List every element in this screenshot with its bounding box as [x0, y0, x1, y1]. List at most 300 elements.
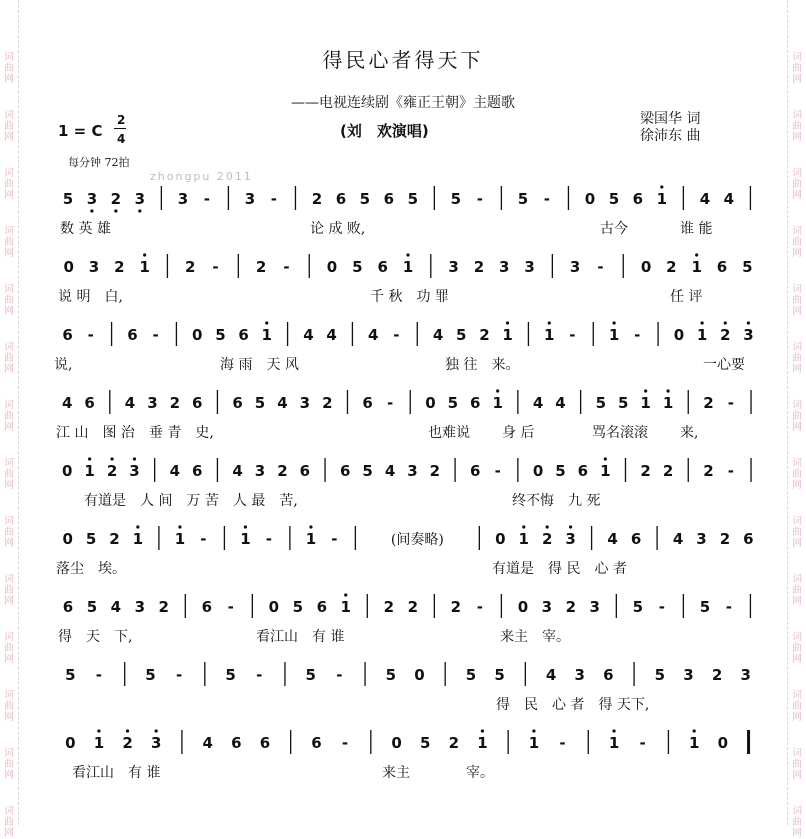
dash-extension: -	[227, 598, 234, 616]
jianpu-note: 5	[62, 190, 74, 208]
jianpu-note: 3	[565, 530, 576, 548]
jianpu-note: 4	[110, 598, 122, 616]
jianpu-note: 1	[600, 462, 611, 480]
jianpu-note: 3	[134, 190, 146, 208]
dash-extension: -	[727, 394, 734, 412]
jianpu-note: 3	[524, 258, 535, 276]
jianpu-note: 3	[541, 598, 553, 616]
dash-extension: -	[386, 394, 394, 412]
jianpu-note: 6	[231, 734, 242, 752]
jianpu-note: 5	[447, 394, 459, 412]
lyric-text: 看江山 有 谁	[72, 765, 161, 781]
jianpu-note: 1	[662, 394, 674, 412]
jianpu-note: 2	[541, 530, 553, 548]
jianpu-note: 4	[555, 394, 566, 412]
octave-dot-high	[496, 389, 499, 392]
jianpu-note: 1	[174, 530, 186, 548]
jianpu-note: 0	[495, 530, 506, 548]
octave-dot-high	[481, 729, 484, 732]
octave-dot-high	[344, 593, 347, 596]
jianpu-note: 1	[132, 530, 144, 548]
dash-extension: -	[152, 326, 159, 344]
lyric-row	[0, 286, 806, 308]
lyric-row	[0, 558, 806, 580]
jianpu-note: 3	[177, 190, 189, 208]
lyric-text: 宰。	[466, 765, 494, 781]
time-signature-denominator: 4	[117, 132, 126, 146]
watermark-text: zhongpu 2011	[150, 170, 253, 183]
jianpu-note: 2	[277, 462, 288, 480]
jianpu-note: 2	[703, 394, 714, 412]
jianpu-note: 3	[147, 394, 158, 412]
jianpu-note: 4	[277, 394, 288, 412]
song-subtitle: ——电视连续剧《雍正王朝》主题歌	[291, 95, 515, 111]
lyricist-credit: 梁国华 词	[640, 111, 701, 127]
jianpu-note: 3	[569, 258, 581, 276]
credits-block	[640, 111, 700, 145]
jianpu-note: 2	[711, 666, 723, 684]
octave-dot-high	[133, 457, 136, 460]
jianpu-note: 5	[145, 666, 156, 684]
jianpu-note: 2	[184, 258, 196, 276]
jianpu-note: 6	[192, 462, 203, 480]
jianpu-note: 3	[86, 190, 98, 208]
jianpu-note: 2	[473, 258, 485, 276]
jianpu-note: 5	[465, 666, 477, 684]
jianpu-note: 1	[84, 462, 95, 480]
lyric-row	[0, 218, 806, 240]
jianpu-note: 2	[110, 190, 122, 208]
lyric-text: 来主	[382, 765, 410, 781]
side-watermark-glyphs: 词 曲 网	[4, 342, 14, 375]
jianpu-note: 0	[391, 734, 402, 752]
jianpu-note: 5	[699, 598, 711, 616]
octave-dot-high	[110, 457, 113, 460]
lyric-text: 终不悔 九 死	[512, 493, 601, 509]
lyric-text: 独 往 来。	[445, 357, 520, 373]
jianpu-note: 5	[225, 666, 236, 684]
jianpu-note: 5	[419, 734, 431, 752]
jianpu-note: 1	[518, 530, 529, 548]
side-watermark-glyphs: 词 曲 网	[4, 574, 14, 607]
jianpu-note: 4	[723, 190, 735, 208]
octave-dot-low	[90, 209, 93, 212]
side-watermark-glyphs: 词 曲 网	[792, 110, 802, 143]
lyric-text: 有道是 人 间 万 苦 人 最 苦,	[84, 493, 298, 509]
notation-row	[0, 586, 806, 626]
jianpu-note: 2	[479, 326, 490, 344]
jianpu-note: 0	[326, 258, 338, 276]
jianpu-note: 5	[742, 258, 753, 276]
jianpu-note: 1	[305, 530, 317, 548]
jianpu-note: 6	[201, 598, 213, 616]
lyric-text: 得 民 心 者 得 天下,	[496, 697, 650, 713]
octave-dot-high	[136, 525, 139, 528]
octave-dot-low	[114, 209, 117, 212]
dash-extension: -	[256, 666, 263, 684]
jianpu-note: 6	[192, 394, 203, 412]
jianpu-note: 6	[362, 394, 373, 412]
octave-dot-high	[532, 729, 535, 732]
octave-dot-high	[309, 525, 312, 528]
lyric-text: 落尘 埃。	[56, 561, 126, 577]
side-watermark-glyphs: 词 曲 网	[792, 632, 802, 665]
jianpu-note: 5	[359, 190, 371, 208]
octave-dot-high	[143, 253, 146, 256]
dash-extension: -	[200, 530, 207, 548]
jianpu-note: 3	[150, 734, 162, 752]
notation-row	[0, 246, 806, 286]
jianpu-note: 6	[62, 598, 74, 616]
side-watermark-glyphs: 词 曲 网	[4, 458, 14, 491]
lyric-text: 身 后	[502, 425, 535, 441]
jianpu-note: 0	[192, 326, 203, 344]
jianpu-note: 3	[244, 190, 256, 208]
jianpu-note: 2	[448, 734, 460, 752]
side-watermark-glyphs: 词 曲 网	[792, 690, 802, 723]
jianpu-note: 6	[238, 326, 249, 344]
dash-extension: -	[265, 530, 272, 548]
jianpu-note: 0	[425, 394, 436, 412]
jianpu-note: 2	[640, 462, 651, 480]
dash-extension: -	[476, 598, 483, 616]
dash-extension: -	[639, 734, 646, 752]
dash-extension: -	[725, 598, 732, 616]
dash-extension: -	[212, 258, 219, 276]
jianpu-note: 0	[673, 326, 685, 344]
jianpu-note: 6	[232, 394, 243, 412]
jianpu-note: 3	[254, 462, 266, 480]
jianpu-note: 6	[577, 462, 589, 480]
jianpu-note: 1	[139, 258, 150, 276]
jianpu-note: 0	[65, 734, 76, 752]
lyric-text: 谁 能	[680, 221, 713, 237]
octave-dot-high	[604, 457, 607, 460]
jianpu-note: 0	[63, 258, 74, 276]
side-watermark-glyphs: 词 曲 网	[792, 400, 802, 433]
jianpu-note: 6	[383, 190, 395, 208]
jianpu-note: 5	[385, 666, 397, 684]
jianpu-note: 1	[261, 326, 272, 344]
jianpu-note: 3	[299, 394, 311, 412]
jianpu-note: 0	[717, 734, 729, 752]
jianpu-note: 2	[666, 258, 677, 276]
jianpu-note: 4	[124, 394, 136, 412]
jianpu-note: 4	[169, 462, 181, 480]
side-watermark-glyphs: 词 曲 网	[792, 574, 802, 607]
octave-dot-high	[155, 729, 158, 732]
jianpu-note: 3	[743, 326, 754, 344]
octave-dot-high	[406, 253, 409, 256]
lyric-text: 有道是 得 民 心 者	[492, 561, 627, 577]
jianpu-note: 6	[316, 598, 328, 616]
jianpu-note: 1	[528, 734, 540, 752]
jianpu-note: 0	[517, 598, 529, 616]
octave-dot-high	[244, 525, 247, 528]
jianpu-note: 2	[565, 598, 577, 616]
octave-dot-high	[178, 525, 181, 528]
octave-dot-high	[265, 321, 268, 324]
jianpu-note: 6	[84, 394, 95, 412]
side-watermark-glyphs: 词 曲 网	[792, 458, 802, 491]
dash-extension: -	[543, 190, 551, 208]
dash-extension: -	[569, 326, 576, 344]
dash-extension: -	[95, 666, 103, 684]
jianpu-note: 5	[86, 598, 98, 616]
dash-extension: -	[341, 734, 349, 752]
jianpu-note: 5	[555, 462, 566, 480]
jianpu-note: 5	[407, 190, 419, 208]
side-watermark-glyphs: 词 曲 网	[4, 516, 14, 549]
side-watermark-glyphs: 词 曲 网	[792, 168, 802, 201]
jianpu-note: 6	[632, 190, 644, 208]
lyric-text: 说,	[54, 357, 73, 373]
dash-extension: -	[203, 190, 210, 208]
jianpu-note: 2	[322, 394, 333, 412]
jianpu-note: 2	[450, 598, 462, 616]
notation-row	[0, 178, 806, 218]
octave-dot-high	[612, 729, 615, 732]
jianpu-note: 5	[494, 666, 505, 684]
jianpu-note: 4	[384, 462, 396, 480]
lyric-text: 来主 宰。	[500, 629, 570, 645]
dash-extension: -	[597, 258, 604, 276]
jianpu-note: 6	[630, 530, 642, 548]
jianpu-note: 1	[93, 734, 105, 752]
jianpu-note: 5	[254, 394, 266, 412]
jianpu-note: 1	[656, 190, 668, 208]
jianpu-note: 5	[305, 666, 316, 684]
octave-dot-high	[747, 321, 750, 324]
time-signature-numerator: 2	[117, 113, 126, 127]
jianpu-note: 2	[383, 598, 395, 616]
lyric-text: 任 评	[670, 289, 703, 305]
side-watermark-glyphs: 词 曲 网	[4, 748, 14, 781]
side-watermark-glyphs: 词 曲 网	[792, 52, 802, 85]
octave-dot-high	[546, 525, 549, 528]
jianpu-note: 1	[608, 734, 620, 752]
side-watermark-glyphs: 词 曲 网	[792, 748, 802, 781]
dash-extension: -	[393, 326, 400, 344]
jianpu-note: 6	[259, 734, 271, 752]
jianpu-note: 5	[517, 190, 529, 208]
jianpu-note: 4	[368, 326, 379, 344]
jianpu-note: 3	[407, 462, 418, 480]
dash-extension: -	[270, 190, 278, 208]
jianpu-note: 2	[719, 530, 731, 548]
lyric-text: 一心要	[703, 357, 745, 373]
dash-extension: -	[634, 326, 641, 344]
lyric-row	[0, 694, 806, 716]
jianpu-note: 4	[672, 530, 684, 548]
jianpu-note: 4	[202, 734, 213, 752]
jianpu-note: 3	[448, 258, 459, 276]
jianpu-note: 0	[640, 258, 652, 276]
jianpu-note: 1	[691, 258, 702, 276]
jianpu-note: 5	[654, 666, 666, 684]
dash-extension: -	[87, 326, 94, 344]
lyric-row	[0, 422, 806, 444]
jianpu-note: 6	[299, 462, 311, 480]
lyric-text: 看江山 有 谁	[256, 629, 345, 645]
lyric-text: 论 成 败,	[310, 221, 366, 237]
jianpu-note: 6	[470, 394, 481, 412]
lyric-text: 江 山 图 治 垂 青 史,	[56, 425, 214, 441]
jianpu-note: 2	[720, 326, 731, 344]
lyric-row	[0, 490, 806, 512]
jianpu-note: 3	[499, 258, 510, 276]
jianpu-note: 3	[589, 598, 600, 616]
jianpu-note: 6	[743, 530, 754, 548]
side-watermark-glyphs: 词 曲 网	[792, 284, 802, 317]
jianpu-note: 5	[632, 598, 644, 616]
jianpu-note: 6	[335, 190, 347, 208]
jianpu-note: 3	[129, 462, 140, 480]
lyric-text: 千 秋 功 罪	[370, 289, 449, 305]
jianpu-note: 5	[352, 258, 363, 276]
jianpu-note: 4	[545, 666, 557, 684]
side-watermark-glyphs: 词 曲 网	[792, 806, 802, 839]
side-watermark-glyphs: 词 曲 网	[4, 52, 14, 85]
octave-dot-high	[613, 321, 616, 324]
jianpu-note: 5	[292, 598, 304, 616]
time-signature-bar	[114, 128, 126, 129]
dash-extension: -	[283, 258, 290, 276]
lyric-row	[0, 626, 806, 648]
key-signature: 1 = C	[58, 122, 103, 140]
jianpu-note: 2	[429, 462, 441, 480]
jianpu-note: 3	[740, 666, 751, 684]
jianpu-note: 1	[544, 326, 555, 344]
octave-dot-high	[666, 389, 669, 392]
notation-row	[0, 654, 806, 694]
jianpu-note: 6	[62, 326, 73, 344]
composer-credit: 徐沛东 曲	[640, 128, 701, 144]
jianpu-note: 0	[268, 598, 280, 616]
jianpu-note: 2	[169, 394, 181, 412]
octave-dot-high	[695, 253, 698, 256]
jianpu-note: 5	[85, 530, 97, 548]
jianpu-note: 5	[608, 190, 620, 208]
side-watermark-glyphs: 词 曲 网	[4, 400, 14, 433]
notation-row	[0, 450, 806, 490]
dash-extension: -	[559, 734, 566, 752]
jianpu-note: 1	[688, 734, 700, 752]
jianpu-note: 0	[62, 530, 73, 548]
jianpu-note: 0	[61, 462, 73, 480]
lyric-row	[0, 762, 806, 784]
jianpu-note: 6	[127, 326, 138, 344]
jianpu-note: 1	[340, 598, 351, 616]
octave-dot-high	[548, 321, 551, 324]
lyric-text: 骂名滚滚	[592, 425, 648, 441]
jianpu-note: 2	[106, 462, 118, 480]
jianpu-note: 5	[65, 666, 76, 684]
jianpu-note: 5	[595, 394, 607, 412]
jianpu-note: 4	[432, 326, 444, 344]
octave-dot-high	[126, 729, 129, 732]
side-watermark-glyphs: 词 曲 网	[4, 226, 14, 259]
lyric-text: 海 雨 天 风	[220, 357, 299, 373]
octave-dot-high	[88, 457, 91, 460]
side-watermark-glyphs: 词 曲 网	[4, 284, 14, 317]
notation-row	[0, 722, 806, 762]
octave-dot-low	[138, 209, 141, 212]
interlude-marking: (间奏略)	[390, 532, 444, 548]
side-watermark-glyphs: 词 曲 网	[4, 168, 14, 201]
octave-dot-high	[701, 321, 704, 324]
dash-extension: -	[727, 462, 734, 480]
octave-dot-high	[522, 525, 525, 528]
octave-dot-high	[97, 729, 100, 732]
jianpu-note: 6	[603, 666, 614, 684]
jianpu-note: 2	[122, 734, 133, 752]
jianpu-note: 1	[402, 258, 414, 276]
jianpu-note: 2	[158, 598, 169, 616]
jianpu-note: 1	[477, 734, 488, 752]
lyric-text: 说 明 白,	[58, 289, 123, 305]
jianpu-note: 3	[134, 598, 146, 616]
dash-extension: -	[658, 598, 665, 616]
performer-credit: (刘 欢演唱)	[340, 122, 429, 140]
jianpu-note: 3	[683, 666, 694, 684]
octave-dot-high	[569, 525, 572, 528]
jianpu-note: 6	[716, 258, 728, 276]
jianpu-note: 3	[696, 530, 707, 548]
jianpu-note: 5	[450, 190, 462, 208]
jianpu-note: 2	[255, 258, 267, 276]
jianpu-note: 6	[470, 462, 481, 480]
octave-dot-high	[724, 321, 727, 324]
notation-row	[0, 314, 806, 354]
jianpu-note: 1	[502, 326, 513, 344]
octave-dot-high	[660, 185, 663, 188]
jianpu-note: 6	[340, 462, 351, 480]
jianpu-note: 4	[532, 394, 544, 412]
jianpu-note: 4	[303, 326, 314, 344]
side-watermark-glyphs: 词 曲 网	[792, 516, 802, 549]
octave-dot-high	[693, 729, 696, 732]
jianpu-note: 1	[608, 326, 620, 344]
side-watermark-glyphs: 词 曲 网	[792, 342, 802, 375]
jianpu-note: 2	[311, 190, 323, 208]
dash-extension: -	[331, 530, 338, 548]
side-watermark-glyphs: 词 曲 网	[4, 632, 14, 665]
jianpu-note: 0	[584, 190, 596, 208]
jianpu-note: 5	[215, 326, 226, 344]
jianpu-note: 5	[362, 462, 373, 480]
octave-dot-high	[644, 389, 647, 392]
jianpu-note: 4	[326, 326, 337, 344]
jianpu-note: 2	[407, 598, 419, 616]
side-watermark-glyphs: 词 曲 网	[4, 690, 14, 723]
jianpu-note: 1	[696, 326, 708, 344]
jianpu-note: 6	[311, 734, 322, 752]
jianpu-note: 2	[703, 462, 714, 480]
jianpu-note: 1	[640, 394, 651, 412]
jianpu-note: 5	[618, 394, 629, 412]
tempo-marking: 每分钟 72拍	[68, 156, 130, 169]
side-watermark-glyphs: 词 曲 网	[4, 110, 14, 143]
side-watermark-glyphs: 词 曲 网	[792, 226, 802, 259]
jianpu-note: 1	[240, 530, 251, 548]
dash-extension: -	[476, 190, 483, 208]
jianpu-note: 4	[61, 394, 73, 412]
lyric-text: 古今	[600, 221, 628, 237]
octave-dot-high	[506, 321, 509, 324]
jianpu-note: 2	[109, 530, 120, 548]
dash-extension: -	[175, 666, 183, 684]
